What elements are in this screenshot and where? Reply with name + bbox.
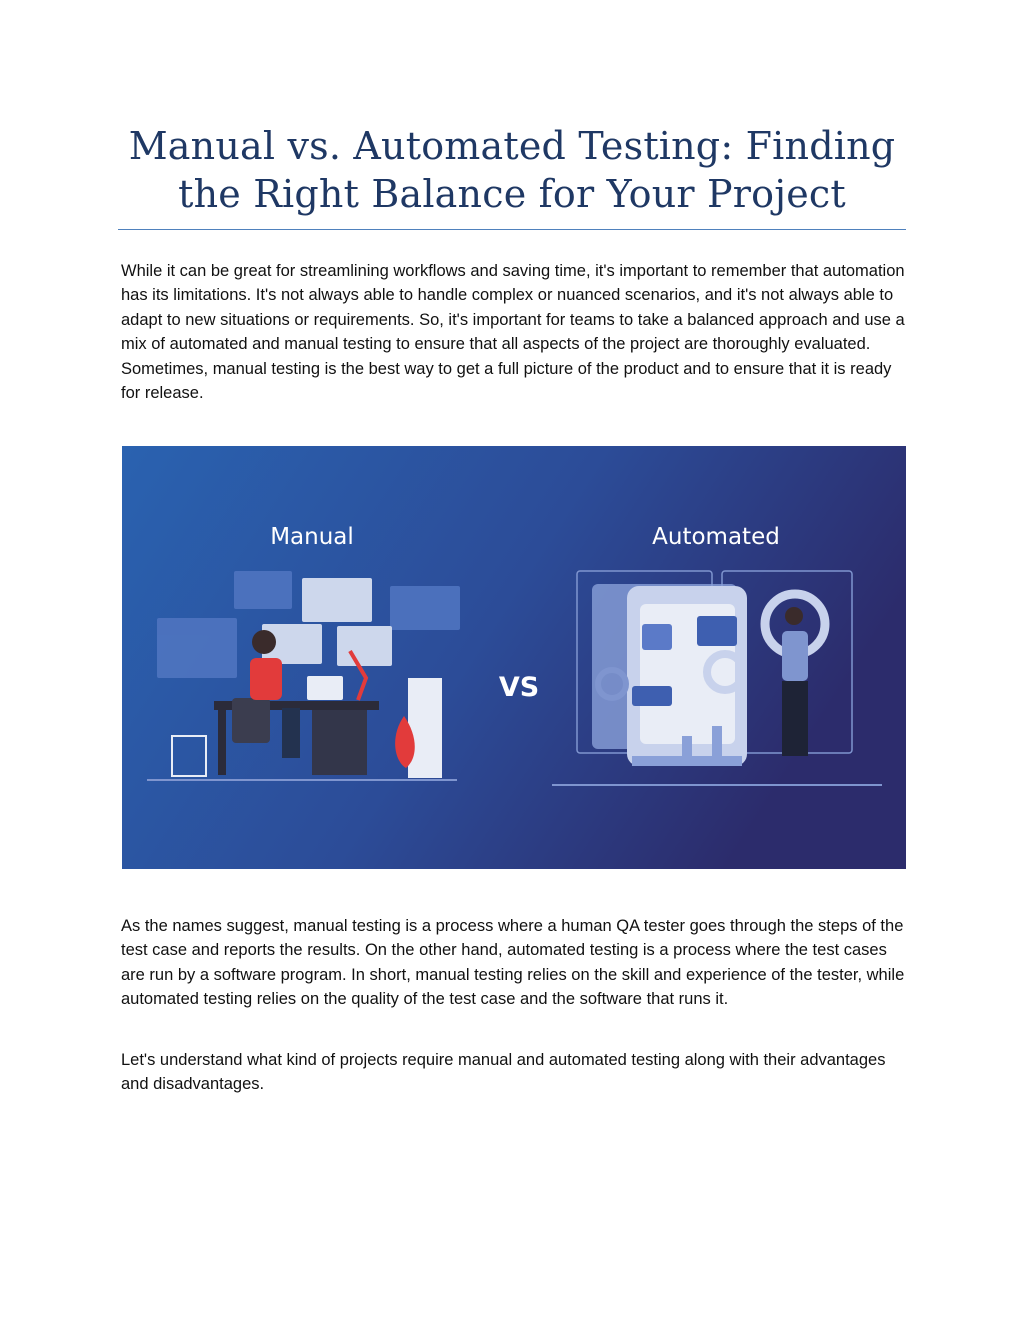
- title-divider: [118, 229, 906, 230]
- manual-label: Manual: [270, 524, 354, 550]
- automated-label: Automated: [652, 524, 780, 550]
- screen-icon: [390, 586, 460, 630]
- vs-label: VS: [498, 672, 540, 703]
- page-title: Manual vs. Automated Testing: Finding the Right Balance for Your Project: [128, 124, 896, 216]
- body-paragraph: As the names suggest, manual testing is a process where a human QA tester goes through the steps of the test case and reports the results. On the other hand, automated testing is a process where the test cases are run by a software program. In short, manual testing relies on the skill and experience of the tester, while automated testing relies on the quality of the test case and the software that runs it.: [121, 917, 905, 1009]
- manual-vs-automated-illustration: [122, 446, 906, 869]
- screen-icon: [302, 578, 372, 622]
- screen-icon: [234, 571, 292, 609]
- screen-icon: [157, 618, 237, 678]
- closing-paragraph: Let's understand what kind of projects require manual and automated testing along with their advantages and disadvantages.: [121, 1051, 886, 1094]
- intro-paragraph: While it can be great for streamlining workflows and saving time, it's important to remember that automation has its limitations. It's not always able to handle complex or nuanced scenarios, and it's not always able to adapt to new situations or requirements. So, it's important for teams to take a balanced approach and use a mix of automated and manual testing to ensure that all aspects of the project are thoroughly evaluated. Sometimes, manual testing is the best way to get a full picture of the product and to ensure that it is ready for release.: [121, 262, 905, 403]
- screen-icon: [337, 626, 392, 666]
